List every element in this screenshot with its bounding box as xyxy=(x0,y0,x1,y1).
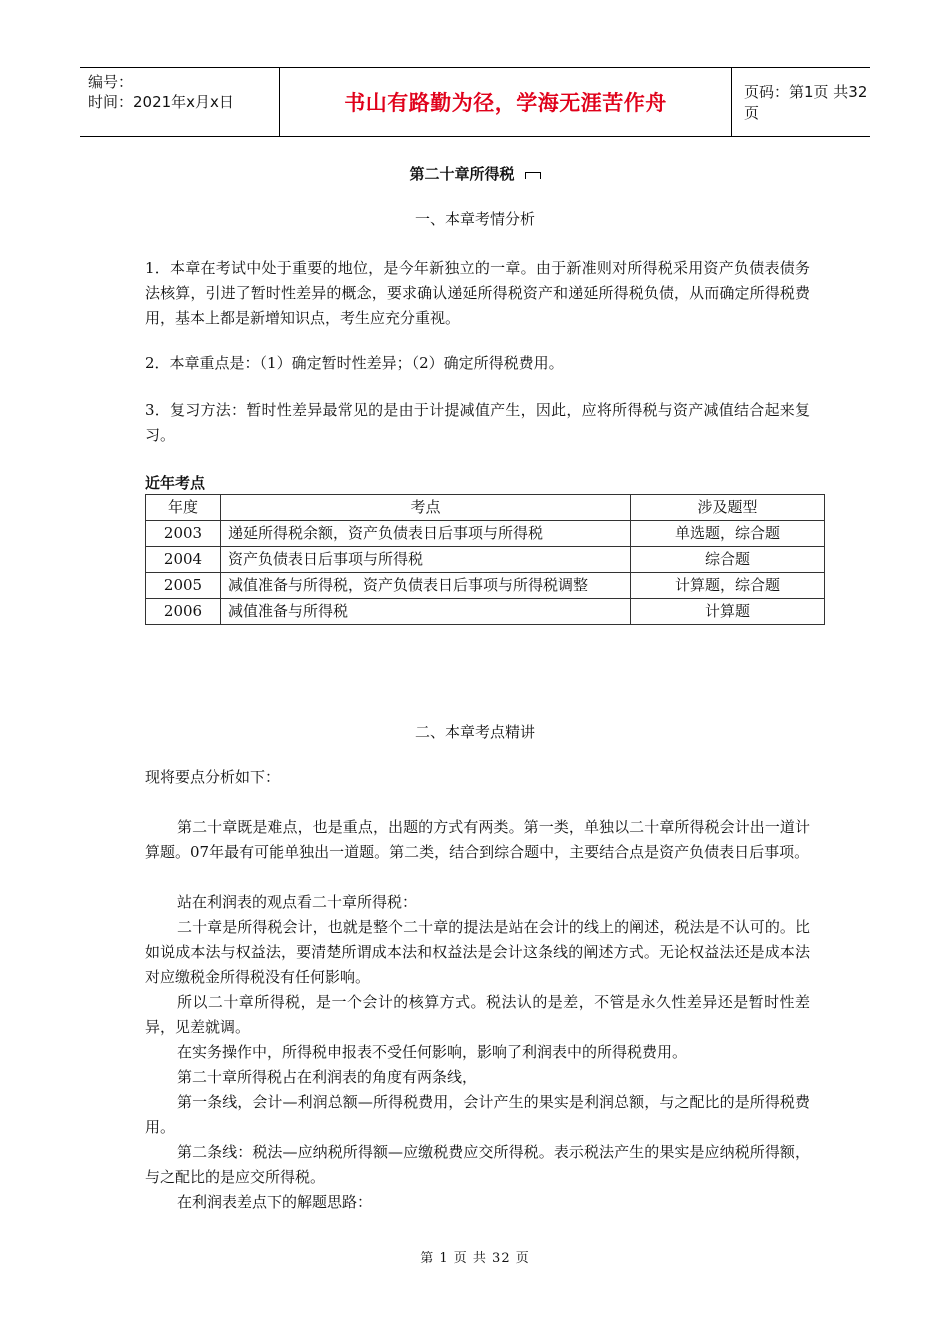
table-label: 近年考点 xyxy=(145,474,206,492)
table-cell-type: 计算题，综合题 xyxy=(631,573,825,599)
body-paragraph-6: 第二十章所得税占在利润表的角度有两条线， xyxy=(177,1068,478,1086)
body-paragraph-9: 在利润表差点下的解题思路： xyxy=(177,1193,373,1211)
section-heading-2: 二、本章考点精讲 xyxy=(414,723,535,741)
header-motto: 书山有路勤为径，学海无涯苦作舟 xyxy=(280,68,732,136)
chapter-title-row xyxy=(0,163,950,184)
table-cell-point: 递延所得税余额，资产负债表日后事项与所得税 xyxy=(221,521,631,547)
exam-points-table xyxy=(145,494,825,625)
body-paragraph-5: 在实务操作中，所得税申报表不受任何影响，影响了利润表中的所得税费用。 xyxy=(177,1043,688,1061)
table-header-row xyxy=(146,495,825,521)
body-paragraph-3: 二十章是所得税会计，也就是整个二十章的提法是站在会计的线上的阐述，税法是不认可的。比如说成本法与权益法，要清楚所谓成本法和权益法是会计这条线的阐述方式。无论权益法还是成本法对应缴税金所得税没有任何影响。 xyxy=(145,918,810,986)
table-cell-point: 资产负债表日后事项与所得税 xyxy=(221,547,631,573)
paragraph-1: 1．本章在考试中处于重要的地位，是今年新独立的一章。由于新准则对所得税采用资产负债表债务法核算，引进了暂时性差异的概念，要求确认递延所得税资产和递延所得税负债，从而确定所得税费用，基本上都是新增知识点，考生应充分重视。 xyxy=(145,259,810,327)
table-cell-type: 综合题 xyxy=(631,547,825,573)
time-label: 时间：2021年x月x日 xyxy=(88,93,234,111)
chapter-title: 第二十章所得税 xyxy=(409,165,515,183)
paragraph-2: 2．本章重点是：（1）确定暂时性差异；（2）确定所得税费用。 xyxy=(145,354,564,372)
table-cell-type: 计算题 xyxy=(631,599,825,625)
document-header xyxy=(80,67,870,137)
table-row xyxy=(146,573,825,599)
table-header-cell: 涉及题型 xyxy=(631,495,825,521)
table-row xyxy=(146,599,825,625)
header-page-info: 页码：第1页 共32页 xyxy=(744,83,868,122)
body-paragraph-7: 第一条线，会计—利润总额—所得税费用，会计产生的果实是利润总额，与之配比的是所得税费用。 xyxy=(145,1093,810,1136)
title-mark-icon xyxy=(525,172,541,179)
table-cell-year: 2005 xyxy=(146,573,221,599)
number-label: 编号： xyxy=(88,73,134,91)
table-header-cell: 考点 xyxy=(221,495,631,521)
intro-line: 现将要点分析如下： xyxy=(145,768,281,786)
table-header-cell: 年度 xyxy=(146,495,221,521)
table-cell-type: 单选题，综合题 xyxy=(631,521,825,547)
paragraph-3: 3．复习方法：暂时性差异最常见的是由于计提减值产生，因此，应将所得税与资产减值结合起来复习。 xyxy=(145,401,810,444)
table-cell-year: 2006 xyxy=(146,599,221,625)
table-row xyxy=(146,547,825,573)
table-row xyxy=(146,521,825,547)
body-paragraph-4: 所以二十章所得税，是一个会计的核算方式。税法认的是差，不管是永久性差异还是暂时性差异，见差就调。 xyxy=(145,993,810,1036)
page-footer: 第 1 页 共 32 页 xyxy=(420,1251,530,1266)
body-paragraph-2: 站在利润表的观点看二十章所得税： xyxy=(177,893,418,911)
body-paragraph-1: 第二十章既是难点，也是重点，出题的方式有两类。第一类，单独以二十章所得税会计出一道计算题。07年最有可能单独出一道题。第二类，结合到综合题中，主要结合点是资产负债表日后事项。 xyxy=(145,818,810,861)
header-meta xyxy=(80,68,280,136)
section-heading-1: 一、本章考情分析 xyxy=(414,210,535,228)
table-cell-point: 减值准备与所得税 xyxy=(221,599,631,625)
body-paragraph-8: 第二条线：税法—应纳税所得额—应缴税费应交所得税。表示税法产生的果实是应纳税所得额，与之配比的是应交所得税。 xyxy=(145,1143,810,1186)
table-cell-year: 2004 xyxy=(146,547,221,573)
table-cell-year: 2003 xyxy=(146,521,221,547)
table-cell-point: 减值准备与所得税，资产负债表日后事项与所得税调整 xyxy=(221,573,631,599)
